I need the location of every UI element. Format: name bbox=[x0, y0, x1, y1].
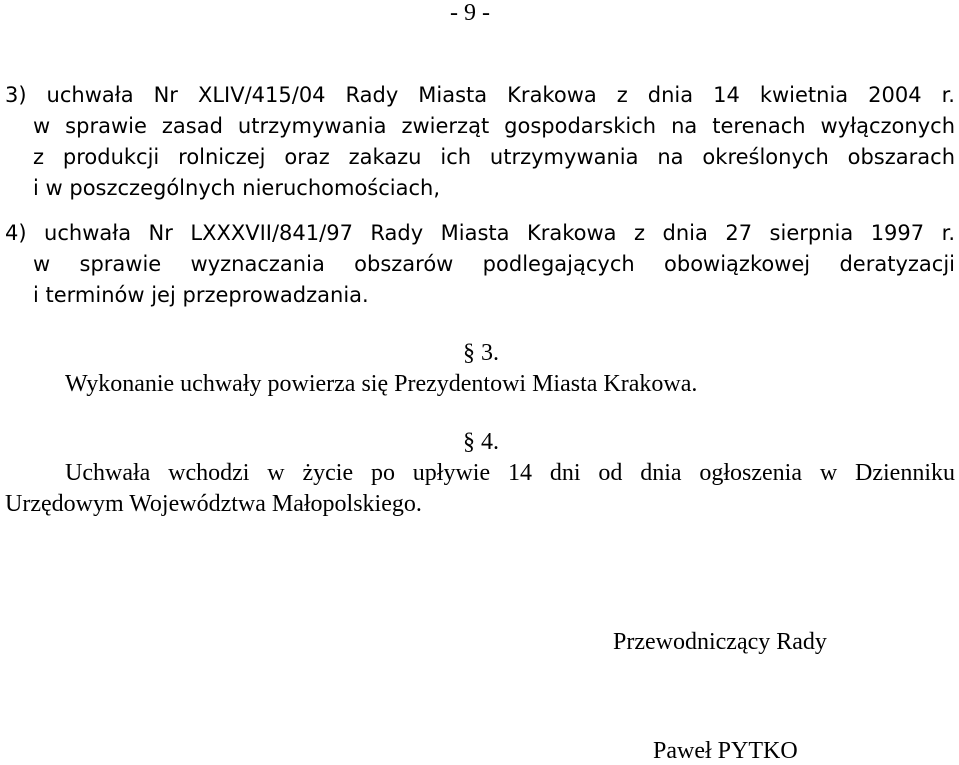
signature-name: Paweł PYTKO bbox=[653, 738, 798, 764]
section3-text: Wykonanie uchwały powierza się Prezydentowi Miasta Krakowa. bbox=[65, 371, 698, 397]
page-number: - 9 - bbox=[450, 0, 490, 26]
section4-heading: § 4. bbox=[463, 429, 499, 455]
item3-line1: 3) uchwała Nr XLIV/415/04 Rady Miasta Krakowa z dnia 14 kwietnia 2004 r. bbox=[5, 83, 955, 107]
item3-line3: z produkcji rolniczej oraz zakazu ich utrzymywania na określonych obszarach bbox=[33, 145, 955, 169]
section4-line2: Urzędowym Województwa Małopolskiego. bbox=[5, 491, 422, 517]
item4-line3: i terminów jej przeprowadzania. bbox=[33, 283, 369, 307]
section3-heading: § 3. bbox=[463, 340, 499, 366]
section4-line1: Uchwała wchodzi w życie po upływie 14 dni od dnia ogłoszenia w Dzienniku bbox=[65, 460, 955, 486]
item3-line4: i w poszczególnych nieruchomościach, bbox=[33, 176, 441, 200]
item3-line2: w sprawie zasad utrzymywania zwierząt gospodarskich na terenach wyłączonych bbox=[33, 114, 955, 138]
item4-line1: 4) uchwała Nr LXXXVII/841/97 Rady Miasta Krakowa z dnia 27 sierpnia 1997 r. bbox=[5, 221, 955, 245]
item4-line2: w sprawie wyznaczania obszarów podlegających obowiązkowej deratyzacji bbox=[33, 252, 955, 276]
signature-title: Przewodniczący Rady bbox=[613, 629, 827, 655]
